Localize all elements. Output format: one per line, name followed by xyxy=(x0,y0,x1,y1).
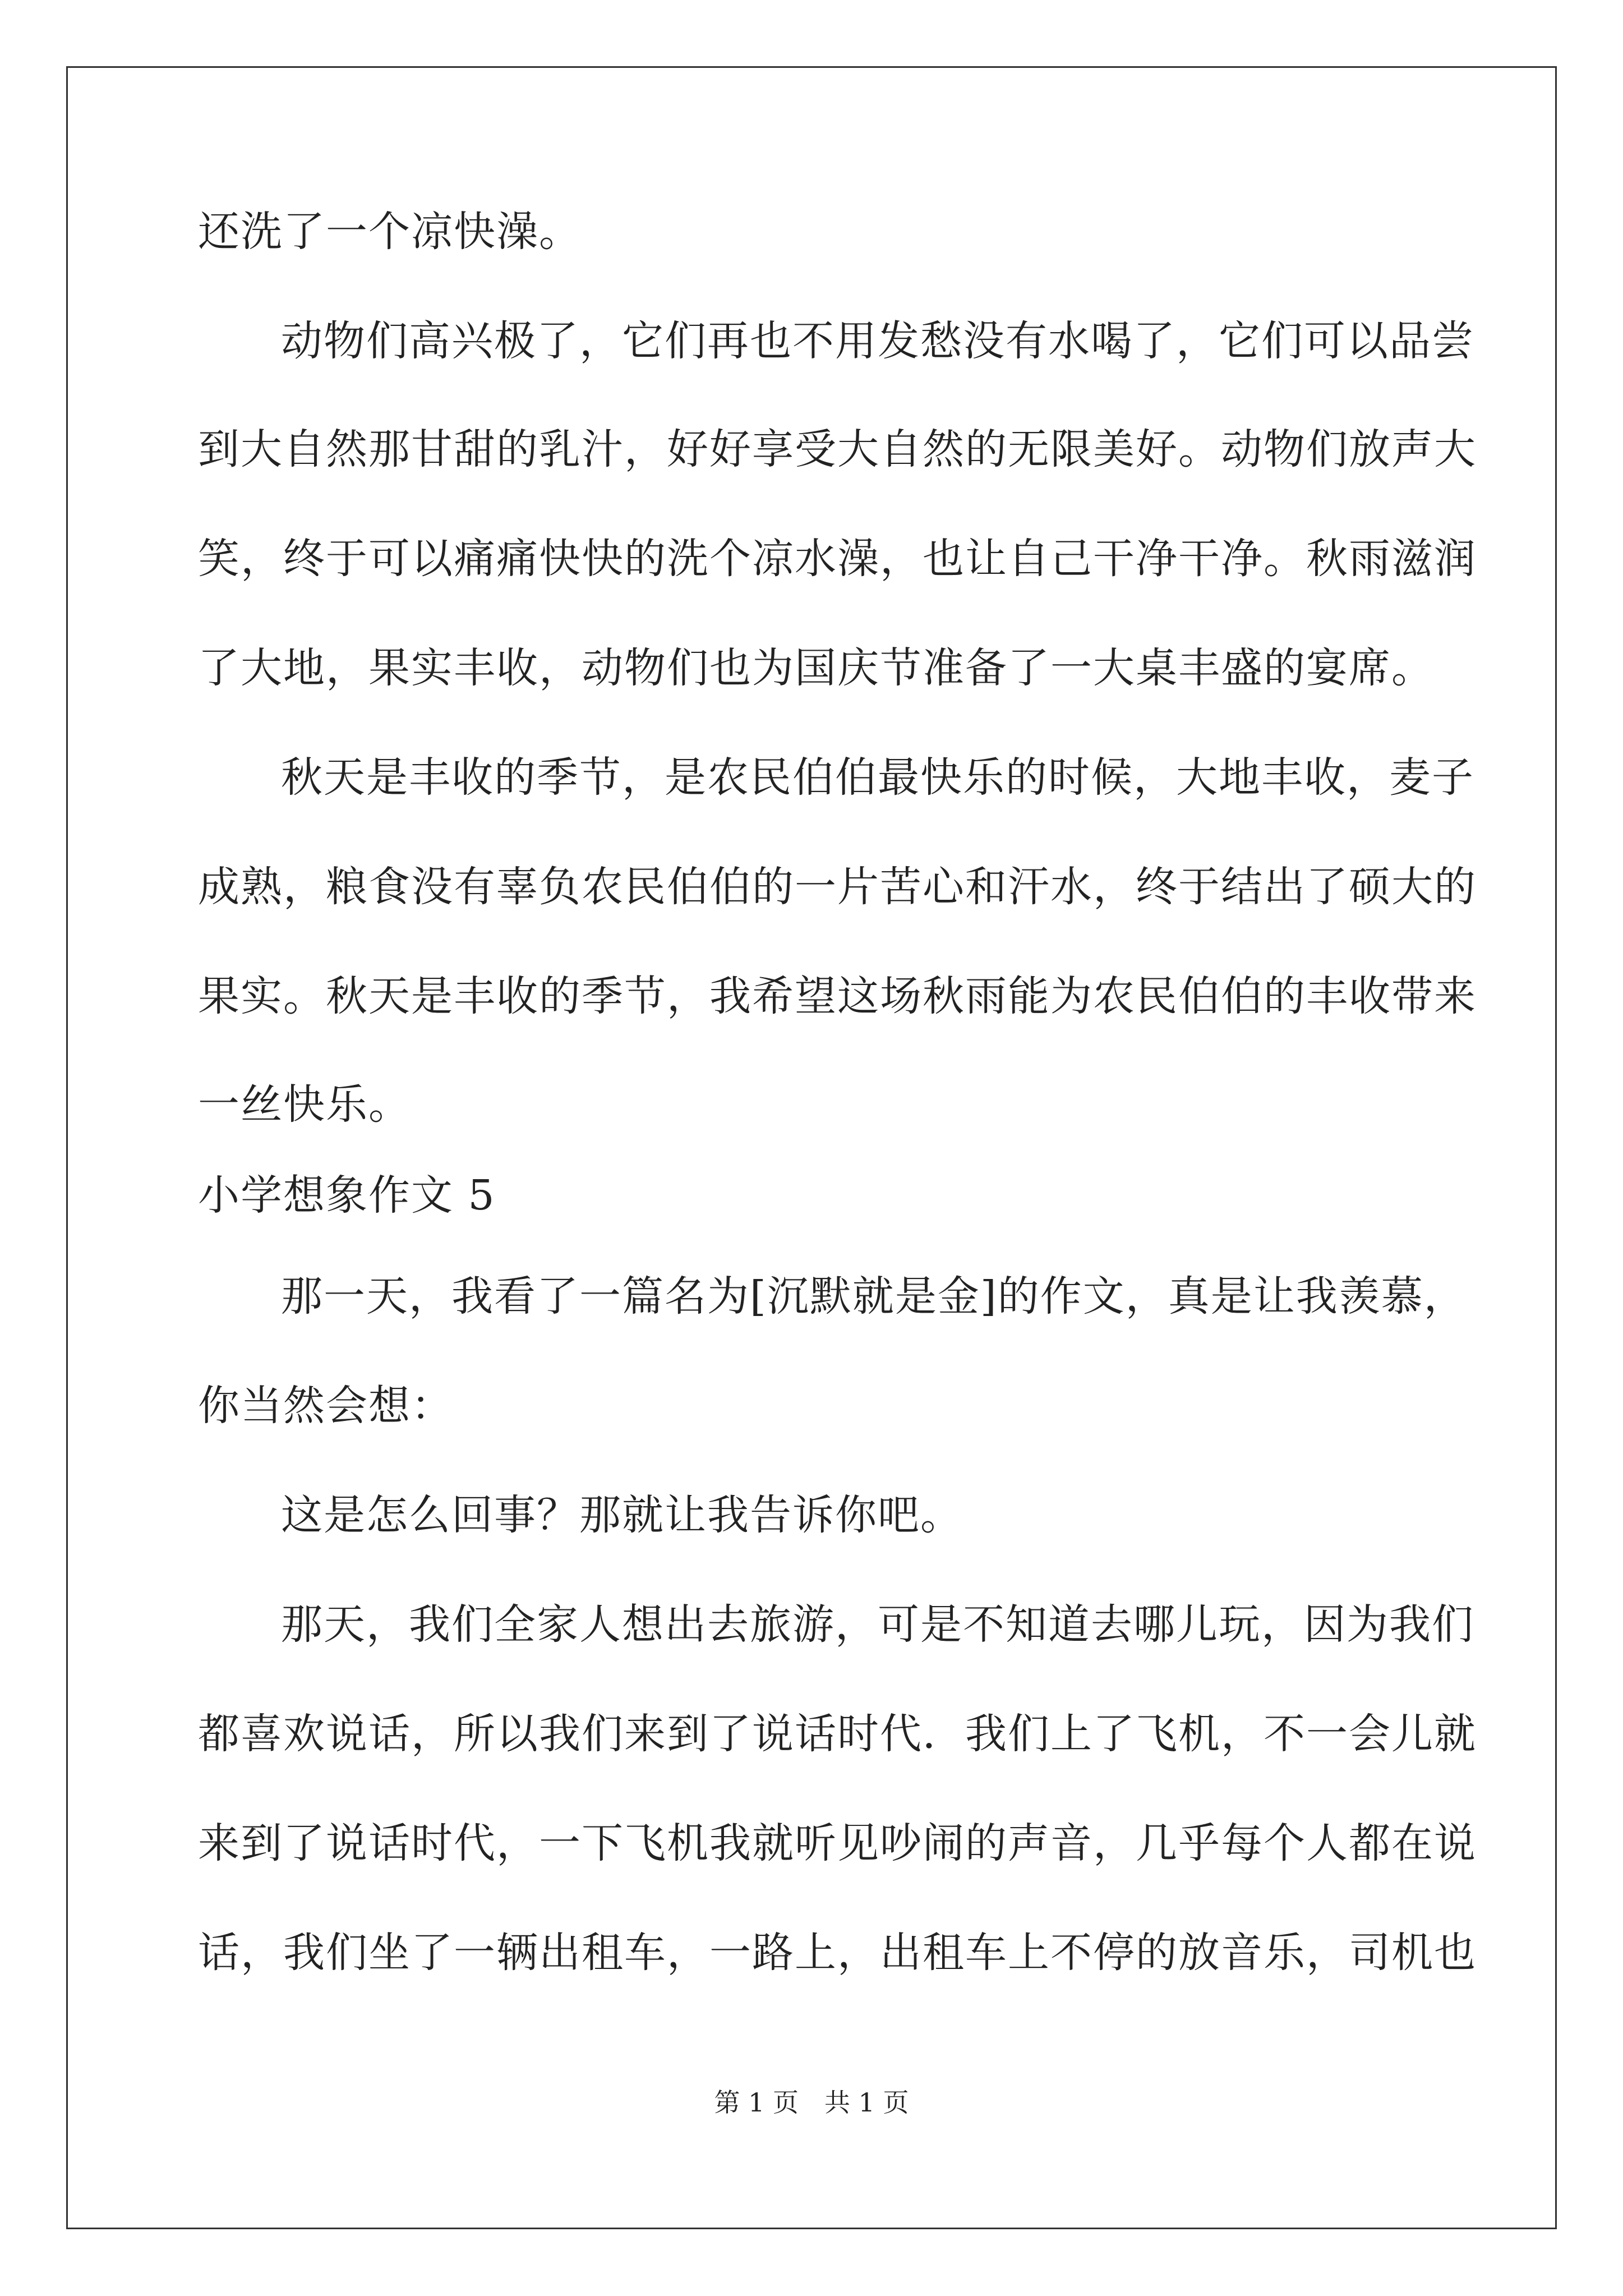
page-border xyxy=(66,66,1557,2229)
text-line: 笑，终于可以痛痛快快的洗个凉水澡，也让自己干净干净。秋雨滋润 xyxy=(198,535,1477,583)
text-line: 来到了说话时代，一下飞机我就听见吵闹的声音，几乎每个人都在说 xyxy=(198,1819,1477,1867)
text-line: 你当然会想： xyxy=(198,1382,454,1430)
text-line: 一丝快乐。 xyxy=(198,1080,411,1129)
text-line: 都喜欢说话，所以我们来到了说话时代．我们上了飞机，不一会儿就 xyxy=(198,1710,1477,1758)
paragraph-line: 秋天是丰收的季节，是农民伯伯最快乐的时候，大地丰收，麦子 xyxy=(281,753,1474,802)
paragraph-line: 那一天，我看了一篇名为[沉默就是金]的作文，真是让我羡慕， xyxy=(281,1272,1467,1320)
paragraph-line: 动物们高兴极了，它们再也不用发愁没有水喝了，它们可以品尝 xyxy=(281,317,1474,365)
text-line: 了大地，果实丰收，动物们也为国庆节准备了一大桌丰盛的宴席。 xyxy=(198,644,1434,692)
text-line: 到大自然那甘甜的乳汁，好好享受大自然的无限美好。动物们放声大 xyxy=(198,425,1477,473)
text-line: 成熟，粮食没有辜负农民伯伯的一片苦心和汗水，终于结出了硕大的 xyxy=(198,863,1477,911)
text-line: 果实。秋天是丰收的季节，我希望这场秋雨能为农民伯伯的丰收带来 xyxy=(198,972,1477,1020)
text-line: 话，我们坐了一辆出租车，一路上，出租车上不停的放音乐，司机也 xyxy=(198,1929,1477,1977)
paragraph-line: 这是怎么回事？那就让我告诉你吧。 xyxy=(281,1491,963,1539)
section-heading: 小学想象作文 5 xyxy=(198,1171,496,1220)
page-number: 第 1 页 共 1 页 xyxy=(714,2087,909,2118)
paragraph-line: 那天，我们全家人想出去旅游，可是不知道去哪儿玩，因为我们 xyxy=(281,1600,1474,1649)
text-line: 还洗了一个凉快澡。 xyxy=(198,208,582,256)
